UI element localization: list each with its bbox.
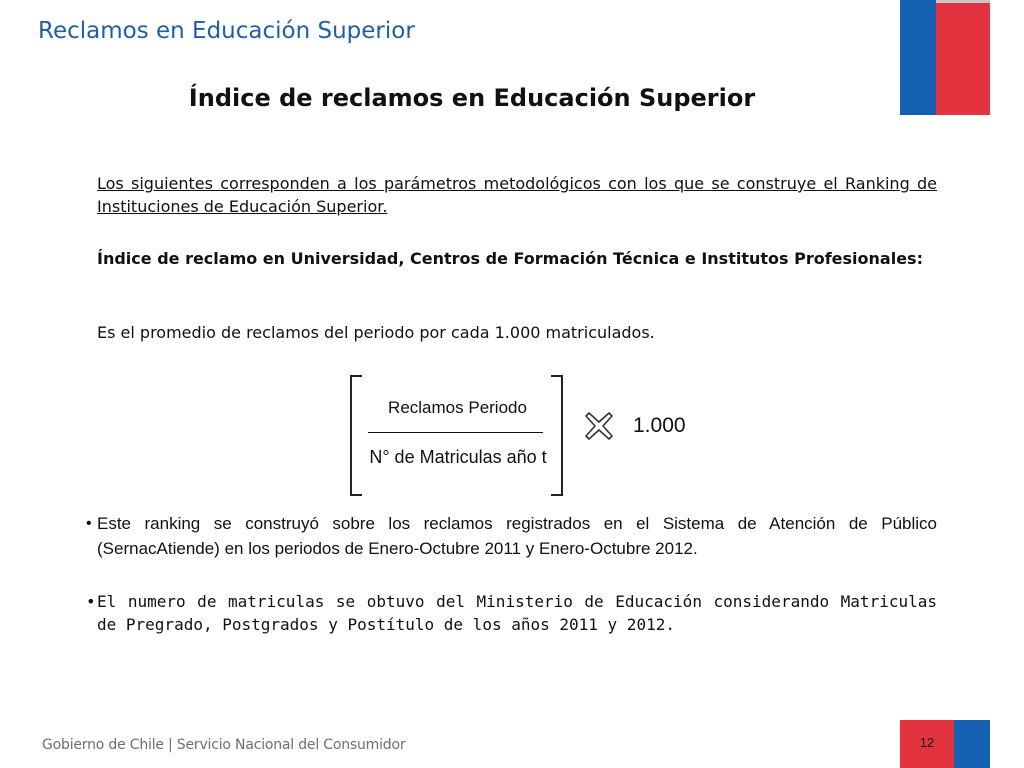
page-number-box	[900, 720, 990, 768]
header-title: Reclamos en Educación Superior	[38, 18, 415, 44]
footer-text: Gobierno de Chile | Servicio Nacional del Consumidor	[42, 737, 406, 753]
formula-left-bracket	[350, 375, 362, 496]
slide-title: Índice de reclamos en Educación Superior	[188, 84, 756, 112]
bullet-marker: •	[86, 515, 92, 532]
bullet-marker: •	[86, 592, 96, 611]
fraction-bar	[368, 432, 543, 433]
formula	[345, 372, 695, 497]
times-icon	[583, 410, 615, 442]
bullet-text: Este ranking se construyó sobre los reclamos registrados en el Sistema de Atención de Público (SernacAtiende) en los periodos de Enero-Octubre 2011 y Enero-Octubre 2012.	[97, 514, 937, 558]
bullet-text: El numero de matriculas se obtuvo del Ministerio de Educación considerando Matriculas de Pregrado, Postgrados y Postítulo de los años 2011 y 2012.	[97, 592, 937, 634]
definition-paragraph: Es el promedio de reclamos del periodo por cada 1.000 matriculados.	[97, 323, 655, 342]
intro-paragraph: Los siguientes corresponden a los parámetros metodológicos con los que se construye el Ranking de Instituciones de Educación Superior.	[97, 174, 937, 216]
formula-multiplier: 1.000	[633, 414, 686, 437]
formula-numerator: Reclamos Periodo	[388, 398, 527, 417]
flag-red-band	[936, 0, 990, 115]
index-subtitle: Índice de reclamo en Universidad, Centros de Formación Técnica e Institutos Profesionales:	[97, 249, 923, 268]
formula-denominator: N° de Matriculas año t	[369, 447, 547, 467]
formula-right-bracket	[551, 375, 563, 496]
page-box-blue	[954, 720, 990, 768]
flag-top-edge	[936, 0, 990, 3]
page-number: 12	[919, 735, 935, 750]
